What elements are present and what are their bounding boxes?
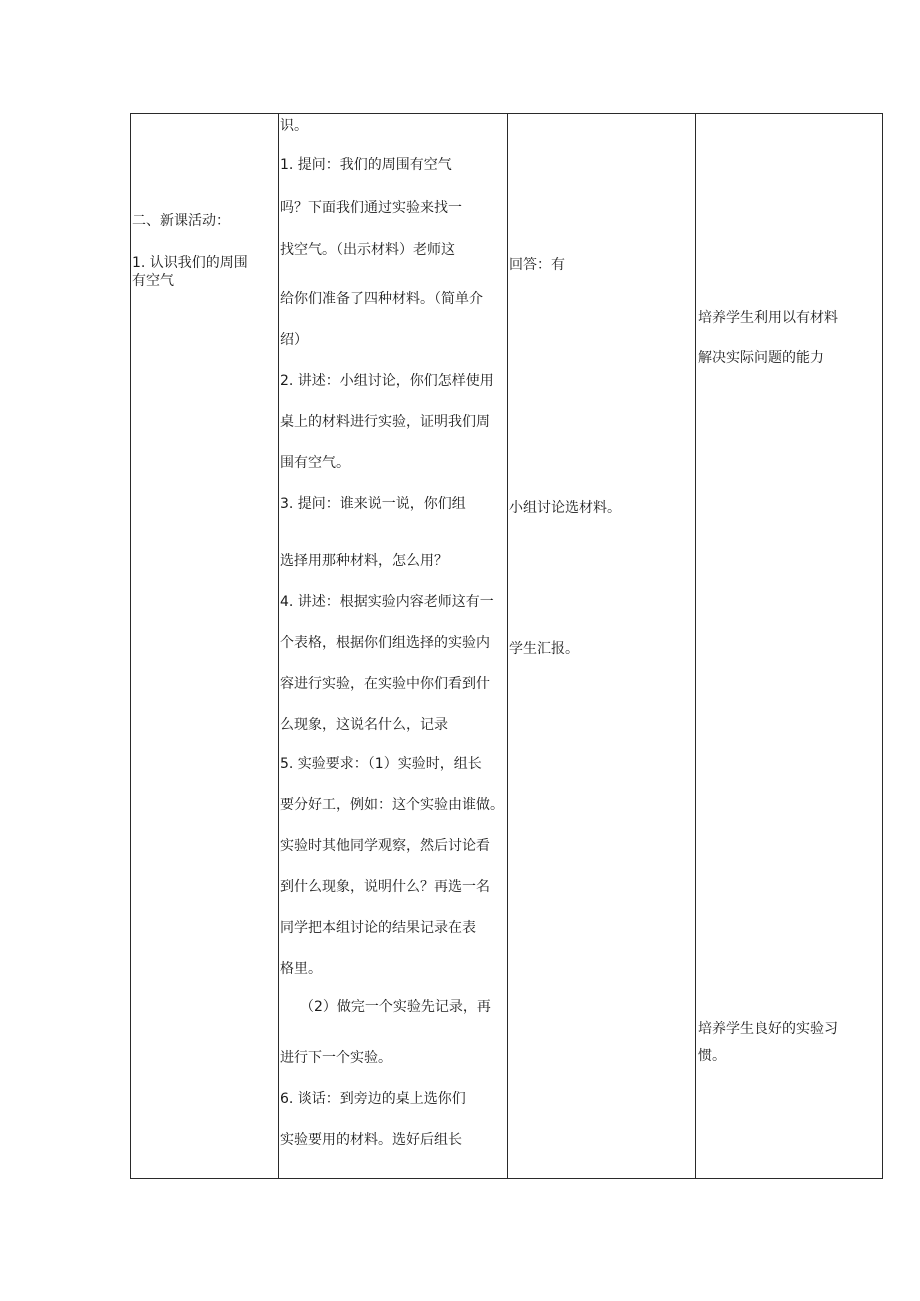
teacher-line: 3. 提问：谁来说一说，你们组 [280,496,466,512]
student-report: 学生汇报。 [509,641,579,657]
teacher-line: 选择用那种材料，怎么用？ [280,553,448,569]
teacher-line: 5. 实验要求：（1）实验时，组长 [280,756,482,772]
goal-line: 培养学生利用以有材料 [698,310,838,326]
teacher-line: 围有空气。 [280,455,350,471]
teacher-line: 实验时其他同学观察，然后讨论看 [280,838,490,854]
student-discuss: 小组讨论选材料。 [509,500,621,516]
teacher-line: 桌上的材料进行实验，证明我们周 [280,414,490,430]
goal-line: 惯。 [698,1048,726,1064]
teacher-line: 2. 讲述：小组讨论，你们怎样使用 [280,373,494,389]
teacher-line: 进行下一个实验。 [280,1050,392,1066]
teacher-line: 识。 [280,118,308,134]
teacher-line: 吗？下面我们通过实验来找一 [280,200,462,216]
activity-heading: 二、新课活动： [132,213,230,229]
goal-line: 解决实际问题的能力 [698,350,824,366]
column-divider [507,114,508,1178]
teacher-line: 么现象，这说名什么，记录 [280,717,448,733]
teacher-line: 要分好工，例如：这个实验由谁做。 [280,797,504,813]
teacher-line: （2）做完一个实验先记录，再 [300,999,491,1015]
activity-item-line: 1. 认识我们的周围 [132,255,248,271]
teacher-line: 找空气。（出示材料）老师这 [280,242,455,258]
teacher-line: 个表格，根据你们组选择的实验内 [280,635,490,651]
teacher-line: 6. 谈话：到旁边的桌上选你们 [280,1091,466,1107]
column-divider [278,114,279,1178]
goal-line: 培养学生良好的实验习 [698,1021,838,1037]
teacher-line: 绍） [280,332,308,348]
teacher-line: 同学把本组讨论的结果记录在表 [280,920,476,936]
teacher-line: 容进行实验，在实验中你们看到什 [280,676,490,692]
teacher-line: 给你们准备了四种材料。（简单介 [280,291,483,307]
activity-item-line: 有空气 [132,273,174,289]
student-answer: 回答：有 [509,257,565,273]
teacher-line: 实验要用的材料。选好后组长 [280,1132,462,1148]
teacher-line: 到什么现象，说明什么？再选一名 [280,879,490,895]
teacher-line: 4. 讲述：根据实验内容老师这有一 [280,594,494,610]
teacher-line: 1. 提问：我们的周围有空气 [280,157,452,173]
teacher-line: 格里。 [280,961,322,977]
column-divider [695,114,696,1178]
